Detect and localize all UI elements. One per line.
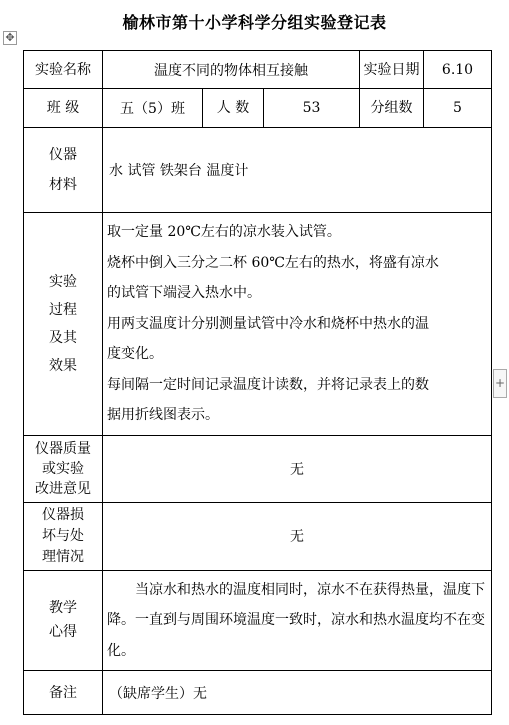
gain-label-line: 教学 [49,600,77,617]
table-row [24,502,492,570]
gain-content[interactable] [103,570,492,671]
date-label: 实验日期 [360,51,424,89]
table-row [24,570,492,671]
process-label-line: 效果 [49,357,77,374]
date-value[interactable]: 6.10 [424,51,492,89]
groups-value[interactable]: 5 [424,89,492,128]
gain-text: 当凉水和热水的温度相同时，凉水不在获得热量，温度下降。一直到与周围环境温度一致时，凉水和热水温度均不在变化。 [107,581,485,659]
table-row [24,435,492,502]
damage-label-line: 理情况 [42,548,84,565]
experiment-register-table [23,50,492,715]
table-row [24,671,492,715]
process-line: 取一定量 20℃左右的凉水装入试管。 [107,224,341,240]
table-row [24,213,492,436]
quality-value[interactable]: 无 [103,435,492,502]
quality-label [24,435,103,502]
groups-label: 分组数 [360,89,424,128]
experiment-name-value[interactable]: 温度不同的物体相互接触 [103,51,360,89]
quality-label-line: 或实验 [42,460,84,477]
equipment-label [24,128,103,213]
gain-label [24,570,103,671]
damage-label [24,502,103,570]
add-row-icon[interactable]: + [493,369,507,398]
process-line: 度变化。 [107,346,163,362]
remarks-label: 备注 [24,671,103,715]
damage-value[interactable]: 无 [103,502,492,570]
class-label: 班 级 [24,89,103,128]
damage-label-line: 仪器损 [42,506,84,523]
gain-label-line: 心得 [49,624,77,641]
damage-label-line: 坏与处 [42,527,84,544]
process-label-line: 实验 [49,273,77,290]
process-content[interactable] [103,213,492,436]
equipment-label-line: 材料 [49,177,77,193]
quality-label-line: 改进意见 [35,480,91,497]
table-row [24,89,492,128]
process-line: 烧杯中倒入三分之二杯 60℃左右的热水，将盛有凉水 [107,254,439,271]
class-value[interactable]: 五（5）班 [103,89,203,128]
equipment-label-line: 仪器 [49,147,77,163]
headcount-label: 人 数 [203,89,264,128]
table-move-handle-icon[interactable]: ✥ [3,31,17,45]
process-line: 的试管下端浸入热水中。 [107,285,261,301]
remarks-value[interactable]: （缺席学生）无 [103,671,492,715]
process-line: 每间隔一定时间记录温度计读数，并将记录表上的数 [107,376,429,393]
table-row [24,51,492,89]
quality-label-line: 仪器质量 [35,440,91,457]
headcount-value[interactable]: 53 [264,89,360,128]
equipment-value[interactable]: 水 试管 铁架台 温度计 [103,128,492,213]
document-title: 榆林市第十小学科学分组实验登记表 [122,13,387,32]
process-label-line: 及其 [49,329,77,346]
process-label [24,213,103,436]
process-label-line: 过程 [49,301,77,318]
process-line: 用两支温度计分别测量试管中冷水和烧杯中热水的温 [107,315,429,332]
experiment-name-label: 实验名称 [24,51,103,89]
table-row [24,128,492,213]
process-line: 据用折线图表示。 [107,407,219,423]
